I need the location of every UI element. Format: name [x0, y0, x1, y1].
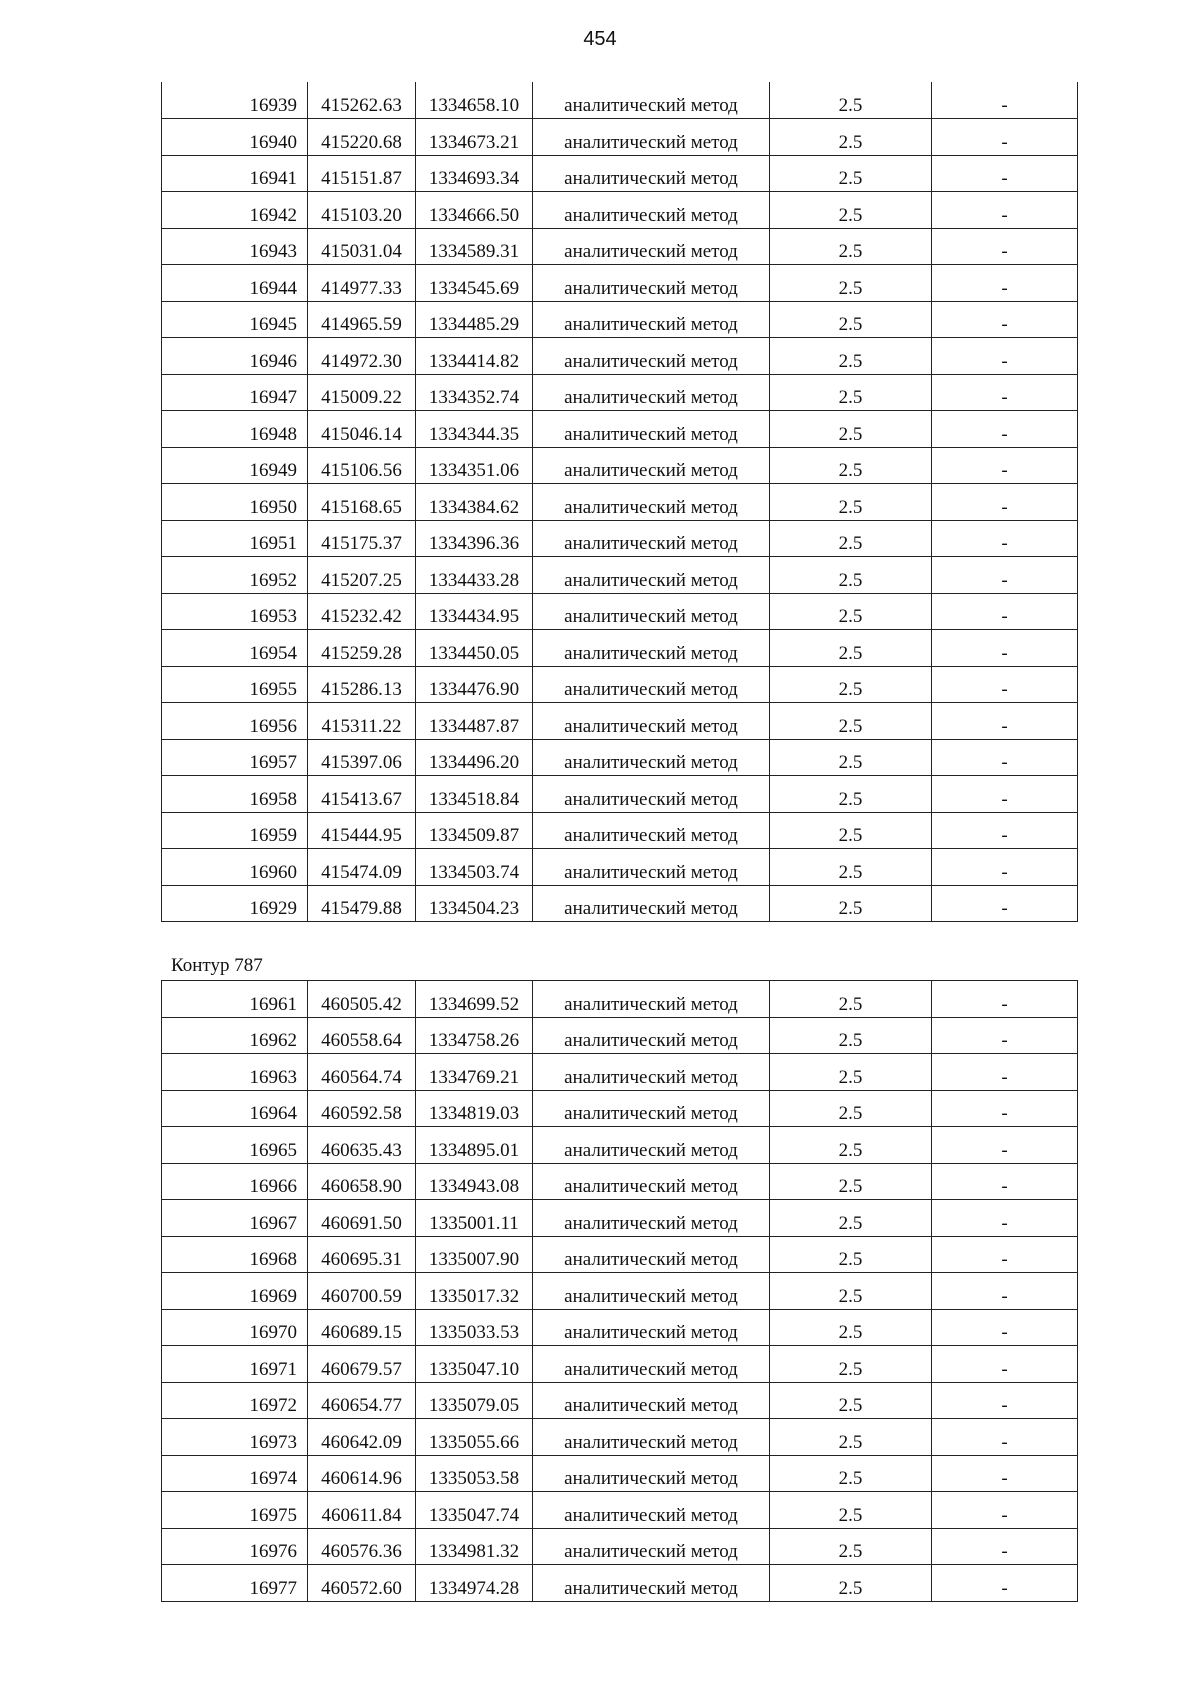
- point-number-cell: 16946: [162, 338, 308, 375]
- table-row: [162, 981, 1078, 1018]
- method-cell: аналитический метод: [533, 447, 770, 484]
- point-number-cell: 16956: [162, 703, 308, 740]
- x-coordinate-cell: 415444.95: [308, 812, 416, 849]
- description-cell: -: [932, 374, 1078, 411]
- description-cell: -: [932, 119, 1078, 156]
- x-coordinate-cell: 460689.15: [308, 1309, 416, 1346]
- y-coordinate-cell: 1334699.52: [416, 981, 533, 1018]
- x-coordinate-cell: 415311.22: [308, 703, 416, 740]
- y-coordinate-cell: 1335053.58: [416, 1455, 533, 1492]
- description-cell: -: [932, 82, 1078, 119]
- point-number-cell: 16974: [162, 1455, 308, 1492]
- x-coordinate-cell: 415262.63: [308, 82, 416, 119]
- x-coordinate-cell: 460592.58: [308, 1090, 416, 1127]
- y-coordinate-cell: 1334396.36: [416, 520, 533, 557]
- method-cell: аналитический метод: [533, 119, 770, 156]
- x-coordinate-cell: 460642.09: [308, 1419, 416, 1456]
- x-coordinate-cell: 415207.25: [308, 557, 416, 594]
- accuracy-cell: 2.5: [770, 885, 932, 922]
- method-cell: аналитический метод: [533, 557, 770, 594]
- y-coordinate-cell: 1334344.35: [416, 411, 533, 448]
- point-number-cell: 16945: [162, 301, 308, 338]
- method-cell: аналитический метод: [533, 666, 770, 703]
- method-cell: аналитический метод: [533, 1054, 770, 1091]
- x-coordinate-cell: 415151.87: [308, 155, 416, 192]
- table-row: [162, 1200, 1078, 1237]
- point-number-cell: 16953: [162, 593, 308, 630]
- accuracy-cell: 2.5: [770, 557, 932, 594]
- description-cell: -: [932, 593, 1078, 630]
- method-cell: аналитический метод: [533, 228, 770, 265]
- point-number-cell: 16966: [162, 1163, 308, 1200]
- table-row: [162, 1419, 1078, 1456]
- table-row: [162, 593, 1078, 630]
- accuracy-cell: 2.5: [770, 666, 932, 703]
- table-row: [162, 1017, 1078, 1054]
- accuracy-cell: 2.5: [770, 301, 932, 338]
- point-number-cell: 16957: [162, 739, 308, 776]
- y-coordinate-cell: 1335007.90: [416, 1236, 533, 1273]
- method-cell: аналитический метод: [533, 1528, 770, 1565]
- point-number-cell: 16971: [162, 1346, 308, 1383]
- table-row: [162, 1273, 1078, 1310]
- accuracy-cell: 2.5: [770, 447, 932, 484]
- description-cell: -: [932, 447, 1078, 484]
- y-coordinate-cell: 1334693.34: [416, 155, 533, 192]
- point-number-cell: 16939: [162, 82, 308, 119]
- description-cell: -: [932, 1127, 1078, 1164]
- x-coordinate-cell: 414972.30: [308, 338, 416, 375]
- description-cell: -: [932, 812, 1078, 849]
- table-row: [162, 703, 1078, 740]
- table-row: [162, 338, 1078, 375]
- description-cell: -: [932, 1017, 1078, 1054]
- method-cell: аналитический метод: [533, 411, 770, 448]
- method-cell: аналитический метод: [533, 1200, 770, 1237]
- accuracy-cell: 2.5: [770, 192, 932, 229]
- table-row: [162, 1346, 1078, 1383]
- x-coordinate-cell: 415031.04: [308, 228, 416, 265]
- point-number-cell: 16949: [162, 447, 308, 484]
- description-cell: -: [932, 484, 1078, 521]
- x-coordinate-cell: 460564.74: [308, 1054, 416, 1091]
- table-row: [162, 1127, 1078, 1164]
- x-coordinate-cell: 415286.13: [308, 666, 416, 703]
- x-coordinate-cell: 460635.43: [308, 1127, 416, 1164]
- coordinates-table: [161, 980, 1078, 1602]
- description-cell: -: [932, 1419, 1078, 1456]
- y-coordinate-cell: 1334384.62: [416, 484, 533, 521]
- accuracy-cell: 2.5: [770, 374, 932, 411]
- point-number-cell: 16965: [162, 1127, 308, 1164]
- y-coordinate-cell: 1334450.05: [416, 630, 533, 667]
- accuracy-cell: 2.5: [770, 1273, 932, 1310]
- method-cell: аналитический метод: [533, 1127, 770, 1164]
- method-cell: аналитический метод: [533, 1309, 770, 1346]
- x-coordinate-cell: 415168.65: [308, 484, 416, 521]
- y-coordinate-cell: 1334352.74: [416, 374, 533, 411]
- table-row: [162, 228, 1078, 265]
- point-number-cell: 16950: [162, 484, 308, 521]
- x-coordinate-cell: 415220.68: [308, 119, 416, 156]
- method-cell: аналитический метод: [533, 739, 770, 776]
- method-cell: аналитический метод: [533, 1455, 770, 1492]
- method-cell: аналитический метод: [533, 981, 770, 1018]
- x-coordinate-cell: 460700.59: [308, 1273, 416, 1310]
- y-coordinate-cell: 1335055.66: [416, 1419, 533, 1456]
- description-cell: -: [932, 1565, 1078, 1602]
- y-coordinate-cell: 1334943.08: [416, 1163, 533, 1200]
- description-cell: -: [932, 301, 1078, 338]
- table-row: [162, 776, 1078, 813]
- x-coordinate-cell: 415474.09: [308, 849, 416, 886]
- point-number-cell: 16964: [162, 1090, 308, 1127]
- x-coordinate-cell: 460691.50: [308, 1200, 416, 1237]
- description-cell: -: [932, 265, 1078, 302]
- y-coordinate-cell: 1334545.69: [416, 265, 533, 302]
- x-coordinate-cell: 414965.59: [308, 301, 416, 338]
- point-number-cell: 16972: [162, 1382, 308, 1419]
- x-coordinate-cell: 415479.88: [308, 885, 416, 922]
- method-cell: аналитический метод: [533, 338, 770, 375]
- table-row: [162, 1054, 1078, 1091]
- point-number-cell: 16977: [162, 1565, 308, 1602]
- page-number: 454: [583, 28, 617, 50]
- accuracy-cell: 2.5: [770, 593, 932, 630]
- y-coordinate-cell: 1334518.84: [416, 776, 533, 813]
- description-cell: -: [932, 1492, 1078, 1529]
- method-cell: аналитический метод: [533, 1017, 770, 1054]
- y-coordinate-cell: 1334496.20: [416, 739, 533, 776]
- table-row: [162, 1528, 1078, 1565]
- table-row: [162, 1382, 1078, 1419]
- x-coordinate-cell: 460611.84: [308, 1492, 416, 1529]
- x-coordinate-cell: 415103.20: [308, 192, 416, 229]
- table-row: [162, 119, 1078, 156]
- table-row: [162, 885, 1078, 922]
- x-coordinate-cell: 460572.60: [308, 1565, 416, 1602]
- method-cell: аналитический метод: [533, 192, 770, 229]
- description-cell: -: [932, 1163, 1078, 1200]
- contour-label: Контур 787: [171, 955, 263, 976]
- description-cell: -: [932, 1455, 1078, 1492]
- table-row: [162, 484, 1078, 521]
- x-coordinate-cell: 415413.67: [308, 776, 416, 813]
- table-row: [162, 301, 1078, 338]
- table-row: [162, 411, 1078, 448]
- table-row: [162, 192, 1078, 229]
- point-number-cell: 16942: [162, 192, 308, 229]
- method-cell: аналитический метод: [533, 374, 770, 411]
- y-coordinate-cell: 1334819.03: [416, 1090, 533, 1127]
- y-coordinate-cell: 1334485.29: [416, 301, 533, 338]
- y-coordinate-cell: 1335047.10: [416, 1346, 533, 1383]
- description-cell: -: [932, 1346, 1078, 1383]
- y-coordinate-cell: 1334504.23: [416, 885, 533, 922]
- accuracy-cell: 2.5: [770, 119, 932, 156]
- y-coordinate-cell: 1334658.10: [416, 82, 533, 119]
- point-number-cell: 16975: [162, 1492, 308, 1529]
- x-coordinate-cell: 415046.14: [308, 411, 416, 448]
- description-cell: -: [932, 739, 1078, 776]
- accuracy-cell: 2.5: [770, 1309, 932, 1346]
- accuracy-cell: 2.5: [770, 1127, 932, 1164]
- table-row: [162, 1565, 1078, 1602]
- method-cell: аналитический метод: [533, 1346, 770, 1383]
- y-coordinate-cell: 1334476.90: [416, 666, 533, 703]
- description-cell: -: [932, 1309, 1078, 1346]
- table-row: [162, 1309, 1078, 1346]
- point-number-cell: 16943: [162, 228, 308, 265]
- accuracy-cell: 2.5: [770, 155, 932, 192]
- accuracy-cell: 2.5: [770, 1346, 932, 1383]
- method-cell: аналитический метод: [533, 1273, 770, 1310]
- point-number-cell: 16968: [162, 1236, 308, 1273]
- method-cell: аналитический метод: [533, 1163, 770, 1200]
- table-row: [162, 739, 1078, 776]
- y-coordinate-cell: 1334769.21: [416, 1054, 533, 1091]
- x-coordinate-cell: 460558.64: [308, 1017, 416, 1054]
- description-cell: -: [932, 849, 1078, 886]
- method-cell: аналитический метод: [533, 1419, 770, 1456]
- description-cell: -: [932, 1054, 1078, 1091]
- accuracy-cell: 2.5: [770, 703, 932, 740]
- x-coordinate-cell: 460654.77: [308, 1382, 416, 1419]
- accuracy-cell: 2.5: [770, 411, 932, 448]
- method-cell: аналитический метод: [533, 885, 770, 922]
- y-coordinate-cell: 1334503.74: [416, 849, 533, 886]
- x-coordinate-cell: 460695.31: [308, 1236, 416, 1273]
- table-row: [162, 1455, 1078, 1492]
- accuracy-cell: 2.5: [770, 1565, 932, 1602]
- description-cell: -: [932, 1273, 1078, 1310]
- description-cell: -: [932, 1528, 1078, 1565]
- point-number-cell: 16955: [162, 666, 308, 703]
- point-number-cell: 16970: [162, 1309, 308, 1346]
- accuracy-cell: 2.5: [770, 1054, 932, 1091]
- point-number-cell: 16929: [162, 885, 308, 922]
- table-row: [162, 82, 1078, 119]
- description-cell: -: [932, 1236, 1078, 1273]
- table-row: [162, 666, 1078, 703]
- table-row: [162, 447, 1078, 484]
- point-number-cell: 16961: [162, 981, 308, 1018]
- table-row: [162, 1236, 1078, 1273]
- x-coordinate-cell: 460576.36: [308, 1528, 416, 1565]
- point-number-cell: 16951: [162, 520, 308, 557]
- x-coordinate-cell: 460658.90: [308, 1163, 416, 1200]
- x-coordinate-cell: 460505.42: [308, 981, 416, 1018]
- accuracy-cell: 2.5: [770, 1382, 932, 1419]
- y-coordinate-cell: 1335017.32: [416, 1273, 533, 1310]
- y-coordinate-cell: 1334509.87: [416, 812, 533, 849]
- method-cell: аналитический метод: [533, 593, 770, 630]
- table-row: [162, 630, 1078, 667]
- method-cell: аналитический метод: [533, 520, 770, 557]
- accuracy-cell: 2.5: [770, 981, 932, 1018]
- description-cell: -: [932, 411, 1078, 448]
- point-number-cell: 16948: [162, 411, 308, 448]
- accuracy-cell: 2.5: [770, 1419, 932, 1456]
- x-coordinate-cell: 415106.56: [308, 447, 416, 484]
- description-cell: -: [932, 228, 1078, 265]
- description-cell: -: [932, 155, 1078, 192]
- description-cell: -: [932, 885, 1078, 922]
- accuracy-cell: 2.5: [770, 1163, 932, 1200]
- description-cell: -: [932, 630, 1078, 667]
- y-coordinate-cell: 1334895.01: [416, 1127, 533, 1164]
- accuracy-cell: 2.5: [770, 338, 932, 375]
- accuracy-cell: 2.5: [770, 776, 932, 813]
- y-coordinate-cell: 1334589.31: [416, 228, 533, 265]
- method-cell: аналитический метод: [533, 630, 770, 667]
- point-number-cell: 16954: [162, 630, 308, 667]
- point-number-cell: 16969: [162, 1273, 308, 1310]
- y-coordinate-cell: 1334673.21: [416, 119, 533, 156]
- method-cell: аналитический метод: [533, 1090, 770, 1127]
- method-cell: аналитический метод: [533, 265, 770, 302]
- method-cell: аналитический метод: [533, 82, 770, 119]
- x-coordinate-cell: 415259.28: [308, 630, 416, 667]
- accuracy-cell: 2.5: [770, 1455, 932, 1492]
- table-row: [162, 374, 1078, 411]
- x-coordinate-cell: 415397.06: [308, 739, 416, 776]
- accuracy-cell: 2.5: [770, 265, 932, 302]
- description-cell: -: [932, 703, 1078, 740]
- point-number-cell: 16973: [162, 1419, 308, 1456]
- accuracy-cell: 2.5: [770, 1090, 932, 1127]
- point-number-cell: 16944: [162, 265, 308, 302]
- description-cell: -: [932, 981, 1078, 1018]
- y-coordinate-cell: 1334758.26: [416, 1017, 533, 1054]
- method-cell: аналитический метод: [533, 849, 770, 886]
- point-number-cell: 16947: [162, 374, 308, 411]
- y-coordinate-cell: 1335047.74: [416, 1492, 533, 1529]
- table-row: [162, 557, 1078, 594]
- x-coordinate-cell: 415232.42: [308, 593, 416, 630]
- accuracy-cell: 2.5: [770, 1492, 932, 1529]
- x-coordinate-cell: 415175.37: [308, 520, 416, 557]
- table-row: [162, 520, 1078, 557]
- coordinates-table: [161, 82, 1078, 922]
- accuracy-cell: 2.5: [770, 520, 932, 557]
- point-number-cell: 16952: [162, 557, 308, 594]
- point-number-cell: 16967: [162, 1200, 308, 1237]
- description-cell: -: [932, 1200, 1078, 1237]
- accuracy-cell: 2.5: [770, 1528, 932, 1565]
- description-cell: -: [932, 666, 1078, 703]
- accuracy-cell: 2.5: [770, 82, 932, 119]
- method-cell: аналитический метод: [533, 812, 770, 849]
- method-cell: аналитический метод: [533, 155, 770, 192]
- point-number-cell: 16960: [162, 849, 308, 886]
- table-row: [162, 1163, 1078, 1200]
- method-cell: аналитический метод: [533, 484, 770, 521]
- x-coordinate-cell: 415009.22: [308, 374, 416, 411]
- description-cell: -: [932, 1090, 1078, 1127]
- y-coordinate-cell: 1334666.50: [416, 192, 533, 229]
- method-cell: аналитический метод: [533, 1236, 770, 1273]
- y-coordinate-cell: 1335033.53: [416, 1309, 533, 1346]
- table-row: [162, 155, 1078, 192]
- accuracy-cell: 2.5: [770, 630, 932, 667]
- accuracy-cell: 2.5: [770, 484, 932, 521]
- description-cell: -: [932, 192, 1078, 229]
- table-row: [162, 265, 1078, 302]
- accuracy-cell: 2.5: [770, 228, 932, 265]
- accuracy-cell: 2.5: [770, 1017, 932, 1054]
- point-number-cell: 16941: [162, 155, 308, 192]
- point-number-cell: 16958: [162, 776, 308, 813]
- description-cell: -: [932, 1382, 1078, 1419]
- description-cell: -: [932, 520, 1078, 557]
- accuracy-cell: 2.5: [770, 1200, 932, 1237]
- x-coordinate-cell: 460614.96: [308, 1455, 416, 1492]
- table-row: [162, 812, 1078, 849]
- y-coordinate-cell: 1335001.11: [416, 1200, 533, 1237]
- description-cell: -: [932, 338, 1078, 375]
- accuracy-cell: 2.5: [770, 739, 932, 776]
- point-number-cell: 16963: [162, 1054, 308, 1091]
- accuracy-cell: 2.5: [770, 812, 932, 849]
- y-coordinate-cell: 1334414.82: [416, 338, 533, 375]
- y-coordinate-cell: 1334433.28: [416, 557, 533, 594]
- method-cell: аналитический метод: [533, 1492, 770, 1529]
- table-row: [162, 1492, 1078, 1529]
- point-number-cell: 16962: [162, 1017, 308, 1054]
- y-coordinate-cell: 1334487.87: [416, 703, 533, 740]
- y-coordinate-cell: 1334981.32: [416, 1528, 533, 1565]
- point-number-cell: 16976: [162, 1528, 308, 1565]
- point-number-cell: 16959: [162, 812, 308, 849]
- y-coordinate-cell: 1334434.95: [416, 593, 533, 630]
- method-cell: аналитический метод: [533, 776, 770, 813]
- method-cell: аналитический метод: [533, 301, 770, 338]
- y-coordinate-cell: 1334351.06: [416, 447, 533, 484]
- accuracy-cell: 2.5: [770, 1236, 932, 1273]
- y-coordinate-cell: 1335079.05: [416, 1382, 533, 1419]
- x-coordinate-cell: 460679.57: [308, 1346, 416, 1383]
- description-cell: -: [932, 776, 1078, 813]
- x-coordinate-cell: 414977.33: [308, 265, 416, 302]
- point-number-cell: 16940: [162, 119, 308, 156]
- method-cell: аналитический метод: [533, 1565, 770, 1602]
- description-cell: -: [932, 557, 1078, 594]
- table-row: [162, 1090, 1078, 1127]
- y-coordinate-cell: 1334974.28: [416, 1565, 533, 1602]
- table-row: [162, 849, 1078, 886]
- method-cell: аналитический метод: [533, 703, 770, 740]
- method-cell: аналитический метод: [533, 1382, 770, 1419]
- accuracy-cell: 2.5: [770, 849, 932, 886]
